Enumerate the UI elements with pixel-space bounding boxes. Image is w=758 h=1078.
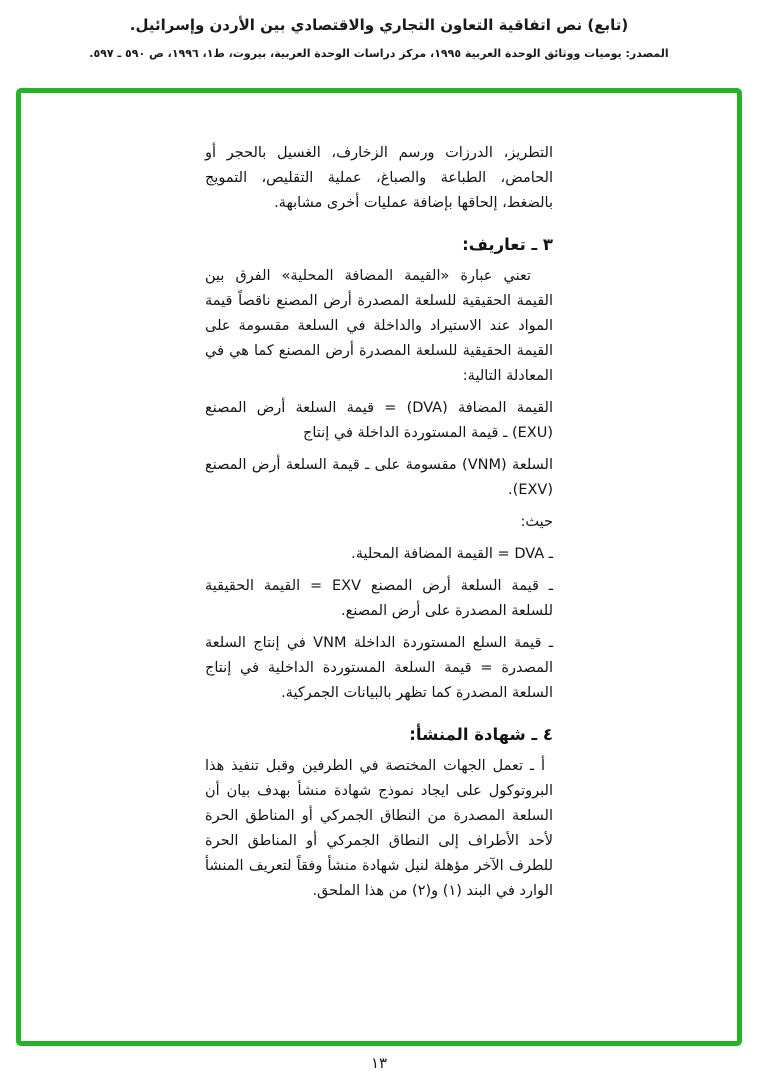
paragraph-formula-1: القيمة المضافة (DVA) = قيمة السلعة أرض المصنع (EXU) ـ قيمة المستوردة الداخلة في إنتاج <box>205 400 554 441</box>
paragraph-definitions: تعني عبارة «القيمة المضافة المحلية» الفرق بين القيمة الحقيقية للسلعة المصدرة أرض المصنع ناقصاً قيمة المواد عند الاستيراد والداخلة في السلعة مقسومة على القيمة الحقيقية للسلعة المصدرة أرض المصنع كما هي في المعادلة التالية: <box>205 268 553 384</box>
section-heading-definitions: ٣ ـ تعاريف: <box>462 235 553 254</box>
paragraph-continuation: التطريز، الدرزات ورسم الزخارف، الغسيل بالحجر أو الحامض، الطباعة والصباغ، عملية التقليص، التمويج بالضغط، إلحاقها بإضافة عمليات أخرى مشابهة. <box>205 145 553 211</box>
source-citation: المصدر: يوميات ووثائق الوحدة العربية ١٩٩٥، مركز دراسات الوحدة العربية، بيروت، ط١، ١٩٩٦، ص ٥٩٠ ـ ٥٩٧. <box>89 47 669 60</box>
document-header <box>0 0 758 60</box>
document-body <box>205 141 553 904</box>
section-heading-origin-certificate: ٤ ـ شهادة المنشأ: <box>409 725 553 744</box>
definition-item-vnm: ـ قيمة السلع المستوردة الداخلة VNM في إنتاج السلعة المصدرة = قيمة السلعة المستوردة الداخلية في إنتاج السلعة المصدرة كما تظهر بالبيانات الجمركية. <box>205 635 554 701</box>
where-label: حيث: <box>520 514 553 530</box>
document-title: (تابع) نص اتفاقية التعاون التجاري والاقتصادي بين الأردن وإسرائيل. <box>129 16 629 34</box>
definition-item-dva: ـ DVA = القيمة المضافة المحلية. <box>351 546 553 562</box>
paragraph-formula-2: السلعة (VNM) مقسومة على ـ قيمة السلعة أرض المصنع (EXV). <box>205 457 553 498</box>
content-frame <box>16 88 742 1046</box>
definition-item-exv: ـ قيمة السلعة أرض المصنع EXV = القيمة الحقيقية للسلعة المصدرة على أرض المصنع. <box>205 578 553 619</box>
paragraph-origin-certificate: أ ـ تعمل الجهات المختصة في الطرفين وقبل تنفيذ هذا البروتوكول على ايجاد نموذج شهادة منشأ بهدف بيان أن السلعة المصدرة من النطاق الجمركي أو المناطق الحرة لأحد الأطراف إلى النطاق الجمركي أو المناطق الحرة للطرف الآخر مؤهلة لنيل شهادة منشأ وفقاً لتعريف المنشأ الوارد في البند (١) و(٢) من هذا الملحق. <box>205 758 553 899</box>
page-number: ١٣ <box>370 1054 388 1072</box>
